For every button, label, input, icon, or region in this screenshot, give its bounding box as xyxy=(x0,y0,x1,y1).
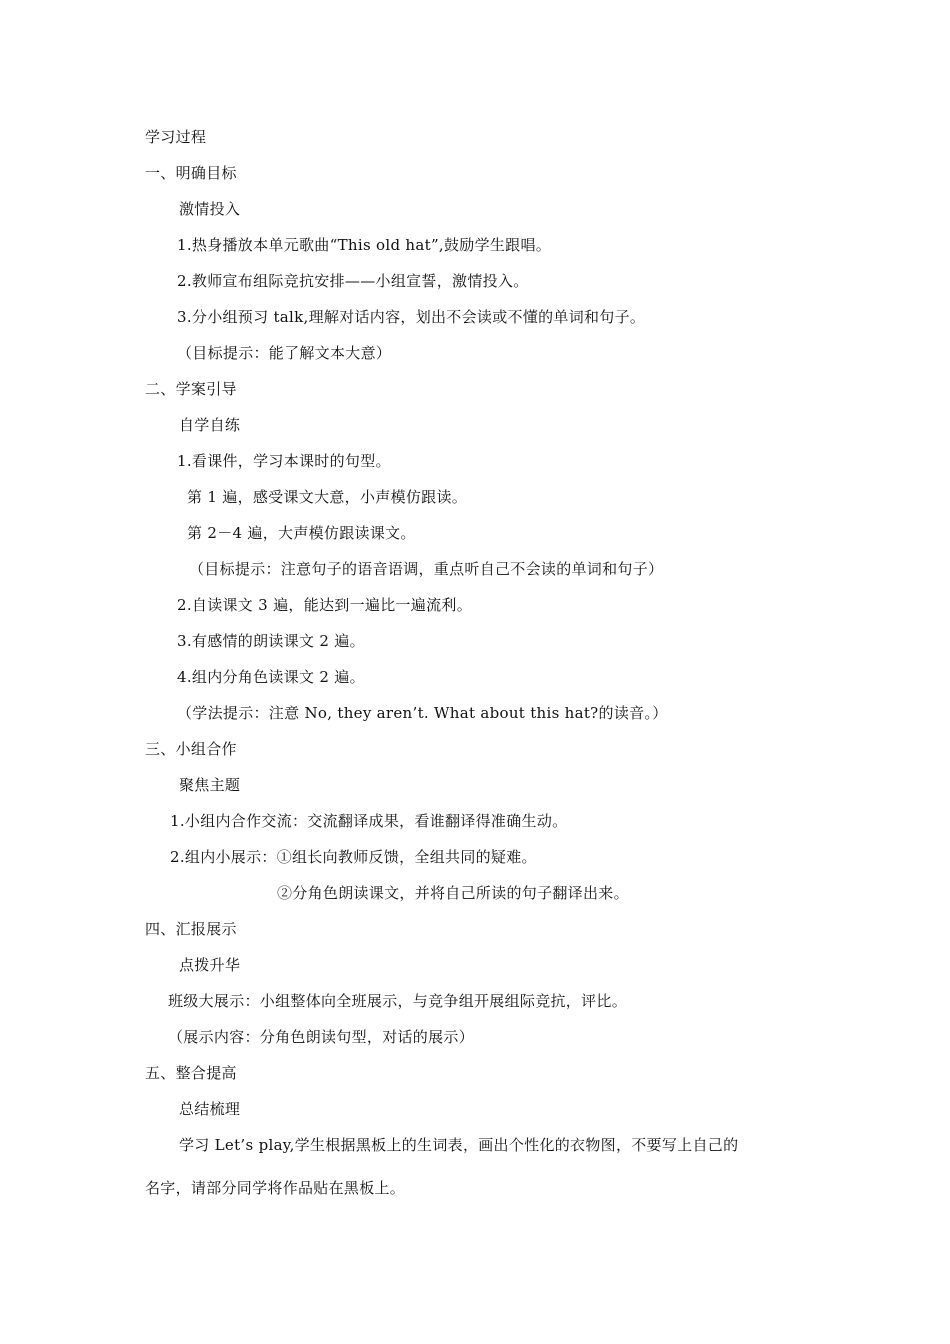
section-2-item-3: 3.有感情的朗读课文 2 遍。 xyxy=(177,632,365,650)
doc-title: 学习过程 xyxy=(145,128,207,146)
section-4-item-1: 班级大展示：小组整体向全班展示，与竞争组开展组际竞抗，评比。 xyxy=(168,992,628,1010)
section-2-item-1: 1.看课件，学习本课时的句型。 xyxy=(177,452,391,470)
section-2-step-2: 第 2－4 遍，大声模仿跟读课文。 xyxy=(187,524,416,542)
section-1-item-1: 1.热身播放本单元歌曲“This old hat”,鼓励学生跟唱。 xyxy=(177,236,552,254)
section-2-subheading: 自学自练 xyxy=(179,416,241,434)
section-1-hint: （目标提示：能了解文本大意） xyxy=(177,344,392,362)
section-2-hint-2: （学法提示：注意 No, they aren’t. What about this hat?的读音。） xyxy=(177,704,668,722)
section-2-item-4: 4.组内分角色读课文 2 遍。 xyxy=(177,668,365,686)
section-2-step-1: 第 1 遍，感受课文大意，小声模仿跟读。 xyxy=(187,488,468,506)
section-5-heading: 五、整合提高 xyxy=(145,1064,237,1082)
section-1-subheading: 激情投入 xyxy=(179,200,241,218)
section-4-subheading: 点拨升华 xyxy=(179,956,241,974)
section-5-paragraph-line-2: 名字，请部分同学将作品贴在黑板上。 xyxy=(145,1179,406,1197)
section-2-item-2: 2.自读课文 3 遍，能达到一遍比一遍流利。 xyxy=(177,596,472,614)
section-3-heading: 三、小组合作 xyxy=(145,740,237,758)
section-1-item-2: 2.教师宣布组际竞抗安排——小组宣誓，激情投入。 xyxy=(177,272,529,290)
section-2-hint-1: （目标提示：注意句子的语音语调，重点听自己不会读的单词和句子） xyxy=(189,560,664,578)
section-3-item-1: 1.小组内合作交流：交流翻译成果，看谁翻译得准确生动。 xyxy=(170,812,568,830)
section-3-subheading: 聚焦主题 xyxy=(179,776,241,794)
section-2-heading: 二、学案引导 xyxy=(145,380,237,398)
section-1-item-3: 3.分小组预习 talk,理解对话内容，划出不会读或不懂的单词和句子。 xyxy=(177,308,646,326)
section-5-subheading: 总结梳理 xyxy=(179,1100,241,1118)
section-5-paragraph-line-1: 学习 Let’s play,学生根据黑板上的生词表，画出个性化的衣物图，不要写上自己的 xyxy=(179,1136,739,1154)
section-4-heading: 四、汇报展示 xyxy=(145,920,237,938)
section-3-item-2-continued: ②分角色朗读课文，并将自己所读的句子翻译出来。 xyxy=(277,884,629,902)
section-4-hint: （展示内容：分角色朗读句型，对话的展示） xyxy=(168,1028,475,1046)
section-1-heading: 一、明确目标 xyxy=(145,164,237,182)
section-3-item-2: 2.组内小展示：①组长向教师反馈，全组共同的疑难。 xyxy=(170,848,537,866)
